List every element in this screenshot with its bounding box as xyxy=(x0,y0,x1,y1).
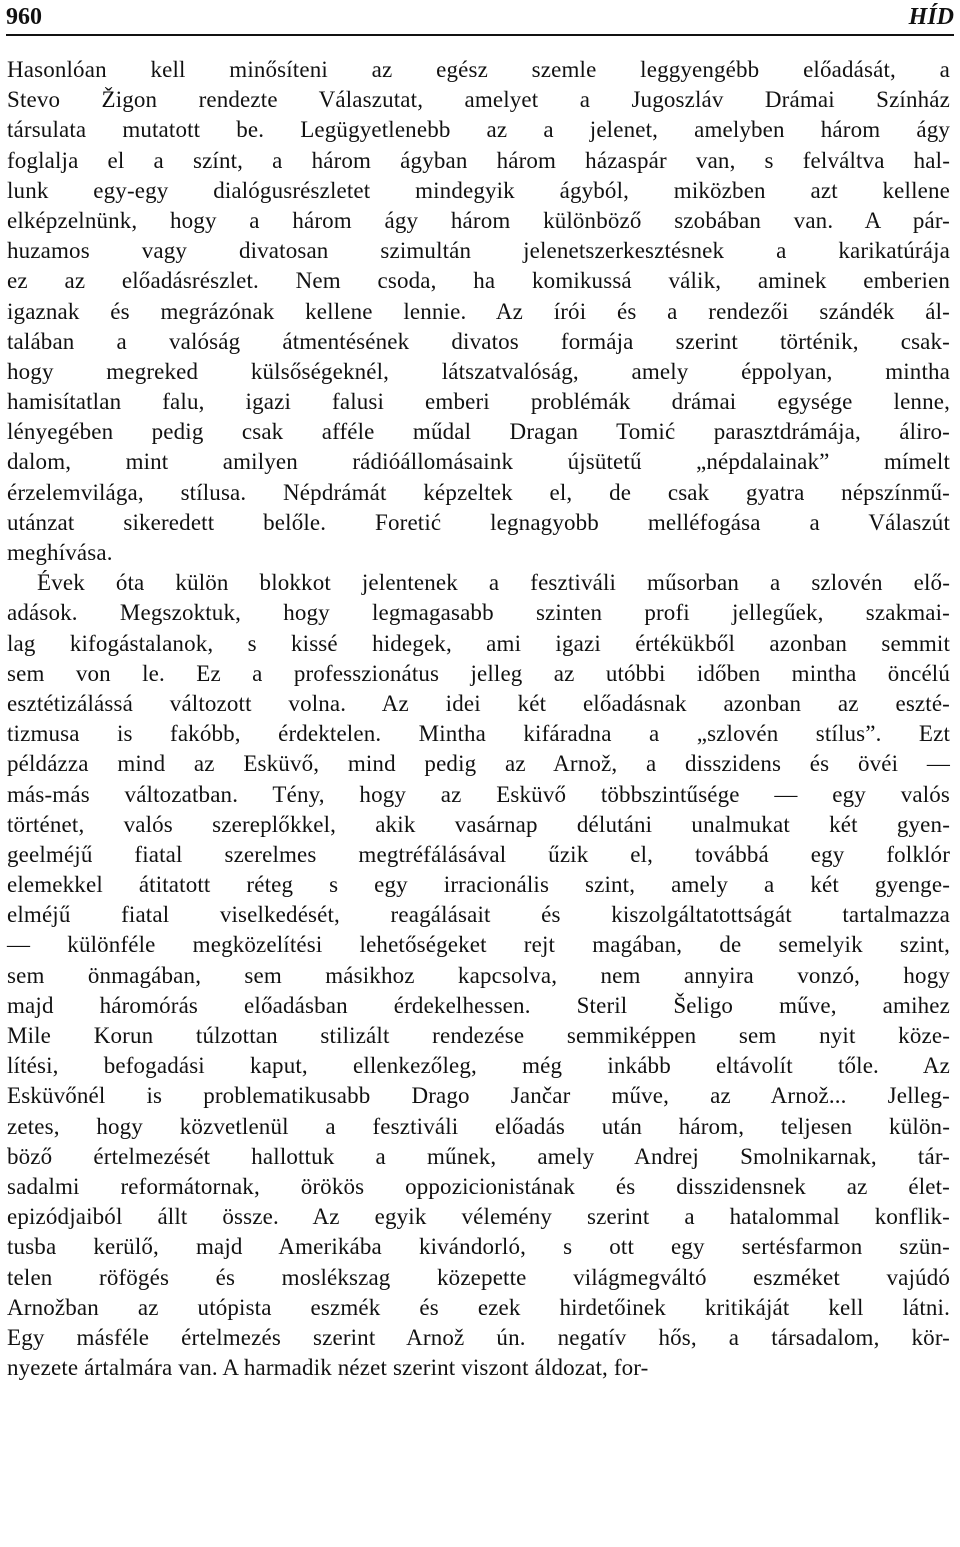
text-line: tizmusa is fakóbb, érdektelen. Mintha kifáradna a „szlovén stílus”. Ezt xyxy=(7,721,950,747)
text-line: lítési, befogadási kaput, ellenkezőleg, még inkább eltávolít tőle. Az xyxy=(7,1053,950,1079)
text-line: adások. Megszoktuk, hogy legmagasabb szinten profi jellegűek, szakmai- xyxy=(7,600,950,626)
text-line: Évek óta külön blokkot jelentenek a fesztiváli műsorban a szlovén elő- xyxy=(37,570,950,596)
text-line: esztétizálássá változott volna. Az idei két előadásnak azonban az eszté- xyxy=(7,690,950,716)
text-line: majd háromórás előadásban érdekelhessen. Steril Šeligo műve, amihez xyxy=(7,992,950,1018)
text-line: lag kifogástalanok, s kissé hidegek, ami igazi értékükből azonban semmit xyxy=(7,630,950,656)
text-line: Mile Korun túlzottan stilizált rendezése semmiképpen sem nyit köze- xyxy=(7,1023,950,1048)
text-line: epizódjaiból állt össze. Az egyik vélemény szerint a hatalommal konflik- xyxy=(7,1204,950,1230)
journal-title: HÍD xyxy=(908,4,954,30)
text-line: böző értelmezését hallottuk a műnek, amely Andrej Smolnikarnak, tár- xyxy=(7,1143,950,1169)
text-line: nyezete ártalmára van. A harmadik nézet szerint viszont áldozat, for- xyxy=(7,1355,649,1381)
article-body xyxy=(7,55,950,1383)
text-line: sem önmagában, sem másikhoz kapcsolva, nem annyira vonzó, hogy xyxy=(7,962,950,988)
header-rule xyxy=(6,34,954,36)
page-number: 960 xyxy=(6,4,42,30)
text-line: elképzelnünk, hogy a három ágy három különböző szobában van. A pár- xyxy=(7,207,950,233)
text-line: történet, valós szereplőkkel, akik vasárnap délutáni unalmukat két gyen- xyxy=(7,811,950,837)
text-line: Hasonlóan kell minősíteni az egész szemle leggyengébb előadását, a xyxy=(7,57,950,82)
text-line: igaznak és megrázónak kellene lennie. Az írói és a rendezői szándék ál- xyxy=(7,298,950,324)
text-line: tusba kerülő, majd Amerikába kivándorló, s ott egy sertésfarmon szün- xyxy=(7,1234,950,1260)
text-line: hogy megreked külsőségeknél, látszatvalóság, amely éppolyan, mintha xyxy=(7,358,950,384)
text-line: más-más változatban. Tény, hogy az Esküvő többszintűsége — egy valós xyxy=(7,781,950,807)
text-line: lényegében pedig csak afféle műdal Dragan Tomić parasztdrámája, áliro- xyxy=(7,419,950,445)
text-line: geelméjű fiatal szerelmes megtréfálásával űzik el, továbbá egy folklór xyxy=(7,841,950,867)
text-line: foglalja el a színt, a három ágyban három házaspár van, s felváltva hal- xyxy=(7,147,950,173)
text-line: Stevo Žigon rendezte Válaszutat, amelyet a Jugoszláv Drámai Színház xyxy=(7,87,950,113)
text-line: dalom, mint amilyen rádióállomásaink újsütetű „népdalainak” mímelt xyxy=(7,449,950,475)
text-line: Esküvőnél is problematikusabb Drago Jančar műve, az Arnož... Jelleg- xyxy=(7,1083,950,1109)
page-header xyxy=(6,2,954,34)
text-line: utánzat sikeredett belőle. Foretić legnagyobb melléfogása a Válaszút xyxy=(7,509,950,535)
text-line: elemekkel átitatott réteg s egy irracionális szint, amely a két gyenge- xyxy=(7,872,950,898)
text-line: sem von le. Ez a professzionátus jelleg az utóbbi időben mintha öncélú xyxy=(7,660,950,686)
text-line: — különféle megközelítési lehetőségeket rejt magában, de semelyik szint, xyxy=(7,932,950,958)
text-line: Arnožban az utópista eszmék és ezek hirdetőinek kritikáját kell látni. xyxy=(7,1294,950,1320)
text-line: példázza mind az Esküvő, mind pedig az Arnož, a disszidens és övéi — xyxy=(7,751,950,777)
text-line: meghívása. xyxy=(7,540,113,565)
text-line: talában a valóság átmentésének divatos formája szerint történik, csak- xyxy=(7,328,950,354)
text-line: elméjű fiatal viselkedését, reagálásait és kiszolgáltatottságát tartalmazza xyxy=(7,902,950,928)
text-line: társulata mutatott be. Legügyetlenebb az a jelenet, amelyben három ágy xyxy=(7,117,950,143)
text-line: lunk egy-egy dialógusrészletet mindegyik ágyból, miközben azt kellene xyxy=(7,177,950,203)
text-line: ez az előadásrészlet. Nem csoda, ha komikussá válik, aminek emberien xyxy=(7,268,950,294)
text-line: huzamos vagy divatosan szimultán jelenetszerkesztésnek a karikatúrája xyxy=(7,238,950,264)
text-line: Egy másféle értelmezés szerint Arnož ún. negatív hős, a társadalom, kör- xyxy=(7,1324,950,1350)
text-line: érzelemvilága, stílusa. Népdrámát képzeltek el, de csak gyatra népszínmű- xyxy=(7,479,950,505)
text-line: sadalmi reformátornak, örökös oppozicionistának és disszidensnek az élet- xyxy=(7,1173,950,1199)
text-line: telen röfögés és moslékszag közepette világmegváltó eszméket vajúdó xyxy=(7,1264,950,1290)
text-line: zetes, hogy közvetlenül a fesztiváli előadás után három, teljesen külön- xyxy=(7,1113,950,1139)
text-line: hamisítatlan falu, igazi falusi emberi problémák drámai egysége lenne, xyxy=(7,389,950,415)
